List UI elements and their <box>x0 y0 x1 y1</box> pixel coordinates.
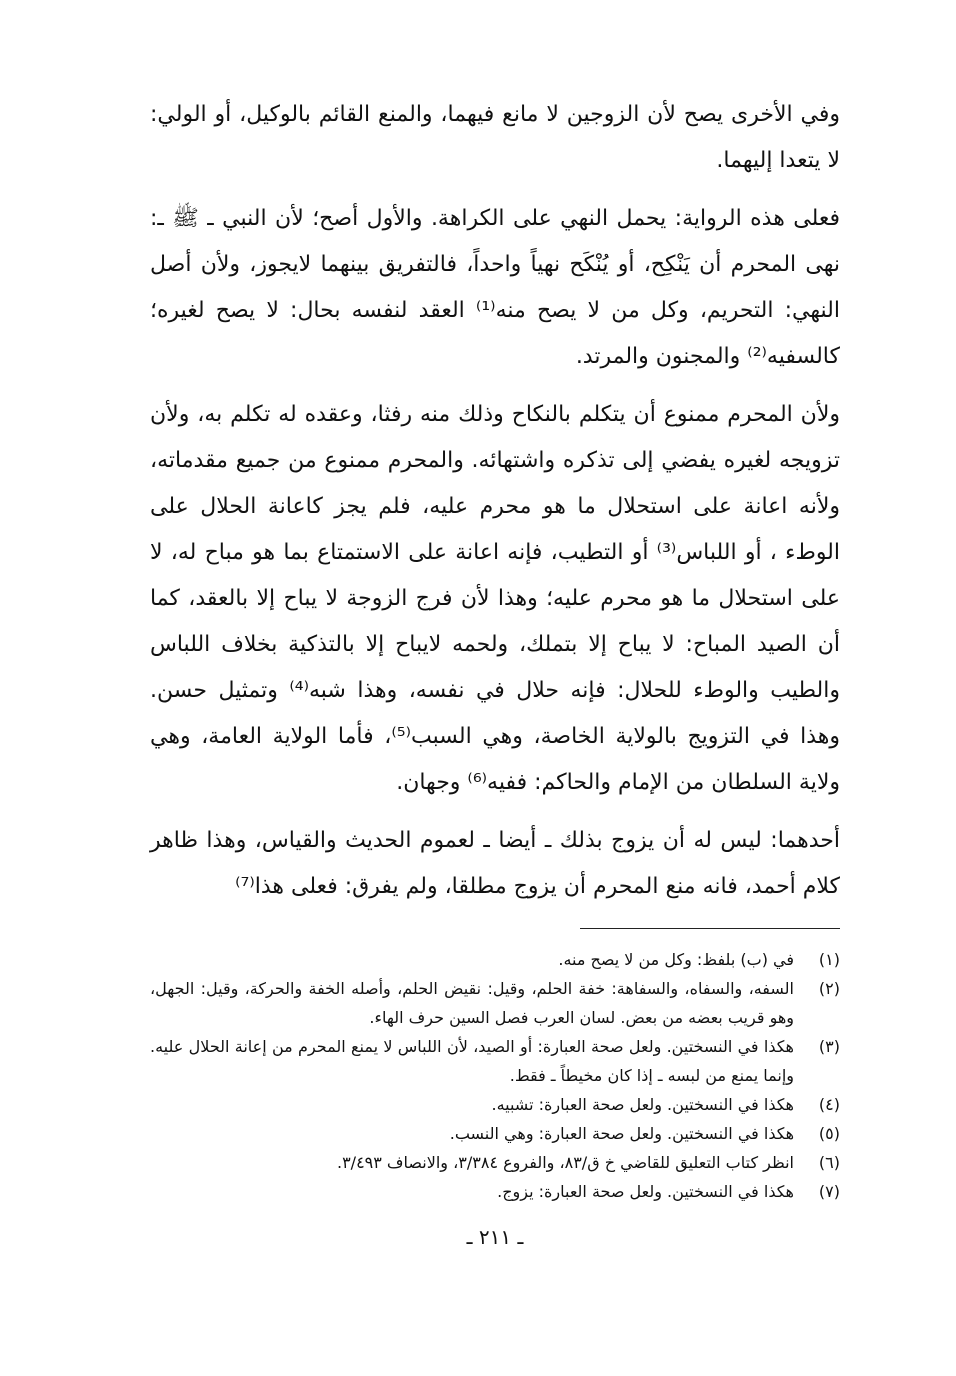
footnote-number: (٦) <box>818 1153 840 1172</box>
footnote <box>150 1032 840 1090</box>
footnote <box>150 945 840 974</box>
footnote-divider <box>580 928 840 929</box>
footnotes-list <box>150 945 840 1206</box>
footnote-number: (٢) <box>818 979 840 998</box>
page-number: ـ ٢١١ ـ <box>466 1225 524 1249</box>
body-paragraph: فعلى هذه الرواية: يحمل النهي على الكراهة. والأول أصح؛ لأن النبي ـ ﷺ ـ: نهى المحرم أن يَنْكِح، أو يُنْكَح نهياً واحداً، فالتفريق بينهما لايجوز، ولأن أصل النهي: التحريم، وكل من لا يصح منه⁽¹⁾ العقد لنفسه بحال: لا يصح لغيره؛ كالسفيه⁽²⁾ والمجنون والمرتد. <box>150 206 840 369</box>
body-paragraph: أحدهما: ليس له أن يزوج بذلك ـ أيضا ـ لعموم الحديث والقياس، وهذا ظاهر كلام أحمد، فانه منع المحرم أن يزوج مطلقا، ولم يفرق: فعلى هذا⁽⁷⁾ <box>150 828 840 899</box>
footnote-text: هكذا في النسختين. ولعل صحة العبارة: يزوج. <box>497 1182 794 1201</box>
footnote <box>150 1177 840 1206</box>
footnote-number: (٣) <box>818 1037 840 1056</box>
footnote-text: في (ب) بلفظ: وكل من لا يصح منه. <box>558 950 794 969</box>
footnote-text: انظر كتاب التعليق للقاضي خ ق/٨٣، والفروع ٣/٣٨٤، والانصاف ٣/٤٩٣. <box>336 1153 794 1172</box>
footnote-number: (١) <box>818 950 840 969</box>
footnote-number: (٤) <box>818 1095 840 1114</box>
footnote <box>150 1090 840 1119</box>
footnote-text: هكذا في النسختين. ولعل صحة العبارة: أو الصيد، لأن اللباس لا يمنع المحرم من إعانة الحلال عليه. وإنما يمنع من لبسه ـ إذا كان مخيطاً ـ فقط. <box>150 1037 794 1085</box>
footnote-text: هكذا في النسختين. ولعل صحة العبارة: وهي النسب. <box>449 1124 794 1143</box>
body-paragraph: وفي الأخرى يصح لأن الزوجين لا مانع فيهما، والمنع القائم بالوكيل، أو الولي: لا يتعدا إليهما. <box>150 102 840 173</box>
footnote-number: (٥) <box>818 1124 840 1143</box>
footnote-number: (٧) <box>818 1182 840 1201</box>
body-paragraph: ولأن المحرم ممنوع أن يتكلم بالنكاح وذلك منه رفثا، وعقده له تكلم به، ولأن تزويجه لغيره يفضي إلى تذكره واشتهائه. والمحرم ممنوع من جميع مقدماته، ولأنه اعانة على استحلال ما هو محرم عليه، فلم يجز كاعانة الحلال على الوطء ، أو اللباس⁽³⁾ أو التطيب، فإنه اعانة على الاستمتاع بما هو مباح له، لا على استحلال ما هو محرم عليه؛ وهذا لأن فرج الزوجة لا يباح إلا بالعقد، كما أن الصيد المباح: لا يباح إلا بتملك، ولحمه لايباح إلا بالتذكية بخلاف اللباس والطيب والوطء للحلال: فإنه حلال في نفسه، وهذا شبه⁽⁴⁾ وتمثيل حسن. وهذا في التزويج بالولاية الخاصة، وهي السبب⁽⁵⁾، فأما الولاية العامة، وهي ولاية السلطان من الإمام والحاكم: ففيه⁽⁶⁾ وجهان. <box>150 402 841 795</box>
footnote-text: هكذا في النسختين. ولعل صحة العبارة: تشبيه. <box>491 1095 794 1114</box>
footnote <box>150 1148 840 1177</box>
page-content <box>150 92 840 1252</box>
footnote <box>150 974 840 1032</box>
footnote <box>150 1119 840 1148</box>
footnote-text: السفه، والسفاه، والسفاهة: خفة الحلم، وقيل: نقيض الحلم، وأصله الخفة والحركة، وقيل: الجهل، وهو قريب بعضه من بعض. لسان العرب فصل السين حرف الهاء. <box>150 979 794 1027</box>
